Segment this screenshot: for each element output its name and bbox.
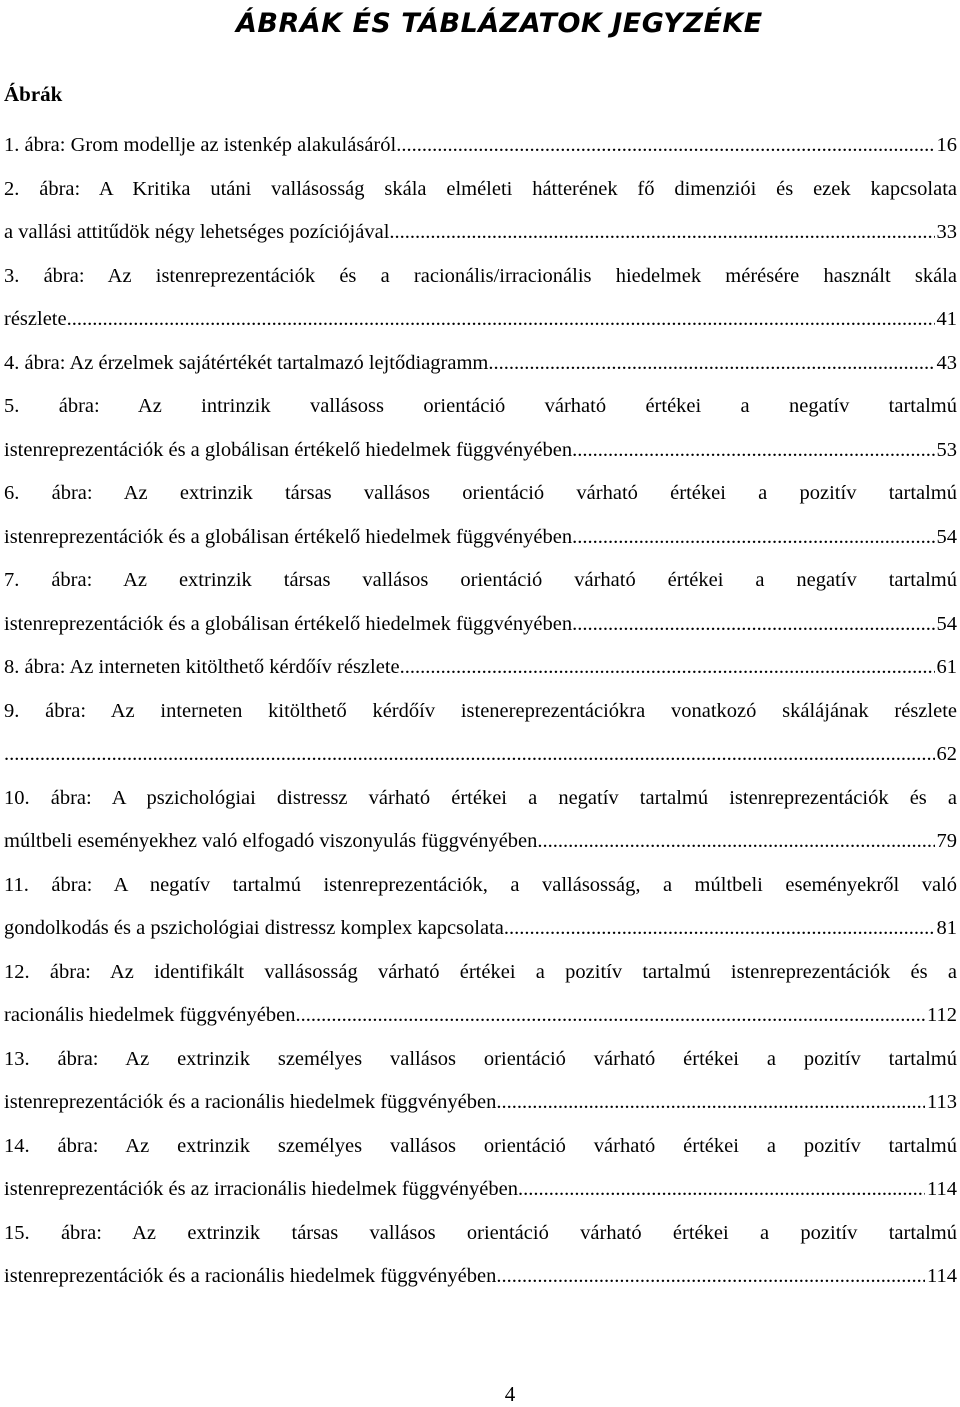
toc-entry[interactable] [4,1125,957,1212]
entry-text: 5. ábra: Az intrinzik vallásoss orientáció várható értékei a negatív tartalmú [4,395,957,417]
entry-text: 13. ábra: Az extrinzik személyes vallásos orientáció várható értékei a pozitív tartalmú [4,1047,957,1070]
entry-text: gondolkodás és a pszichológiai distressz komplex kapcsolata [4,917,504,939]
toc-entry[interactable] [4,385,957,472]
entry-text: 14. ábra: Az extrinzik személyes vallásos orientáció várható értékei a pozitív tartalmú [4,1134,957,1157]
dot-leader [496,1255,925,1299]
entry-page-number: 33 [936,221,957,243]
entry-text: 4. ábra: Az érzelmek sajátértékét tartalmazó lejtődiagramm [4,351,489,374]
entry-text: 6. ábra: Az extrinzik társas vallásos orientáció várható értékei a pozitív tartalmú [4,482,957,504]
entry-page-number: 61 [936,656,957,678]
entry-page-number: 79 [936,830,957,852]
toc-entry[interactable] [4,255,957,342]
entry-text: istenreprezentációk és a racionális hiedelmek függvényében [4,1265,497,1287]
dot-leader [488,342,934,386]
entry-text: 15. ábra: Az extrinzik társas vallásos orientáció várható értékei a pozitív tartalmú [4,1221,957,1244]
dot-leader [395,211,935,255]
page-number: 4 [504,1382,516,1406]
dot-leader [572,516,934,560]
dot-leader [572,603,934,647]
entry-text: a vallási attitűdök négy lehetséges pozíciójával. [4,221,395,243]
entry-page-number: 62 [936,743,957,765]
toc-entry[interactable] [4,342,957,386]
dot-leader [4,733,935,777]
entry-page-number: 54 [936,525,957,548]
entry-text: istenreprezentációk és a globálisan értékelő hiedelmek függvényében [4,612,573,635]
entry-text: részlete. [4,308,72,330]
dot-leader [72,298,935,342]
entry-text: 2. ábra: A Kritika utáni vallásosság skála elméleti hátterének fő dimenziói és ezek kapcsolata [4,177,957,200]
entry-text: racionális hiedelmek függvényében [4,1004,296,1026]
entry-page-number: 54 [936,612,957,635]
toc-entry[interactable] [4,124,957,168]
entry-text: 9. ábra: Az interneten kitölthető kérdőív istenereprezentációkra vonatkozó skálájának részlete [4,699,957,722]
entry-page-number: 43 [936,351,957,374]
entry-page-number: 53 [936,438,957,461]
toc-entry[interactable] [4,951,957,1038]
entry-page-number: 114 [927,1265,957,1287]
entry-text: 8. ábra: Az interneten kitölthető kérdőív részlete [4,656,400,678]
toc-entry[interactable] [4,559,957,646]
entry-page-number: 41 [936,308,957,330]
entry-text: 12. ábra: Az identifikált vallásosság várható értékei a pozitív tartalmú istenreprezentációk és a [4,960,957,983]
entry-text: istenreprezentációk és a racionális hiedelmek függvényében [4,1091,497,1113]
entry-text: 11. ábra: A negatív tartalmú istenreprezentációk, a vallásosság, a múltbeli eseményekről való [4,873,957,896]
entry-text: istenreprezentációk és a globálisan értékelő hiedelmek függvényében. [4,438,578,461]
entry-text: 7. ábra: Az extrinzik társas vallásos orientáció várható értékei a negatív tartalmú [4,569,957,591]
toc-entry[interactable] [4,864,957,951]
section-heading: Ábrák [4,82,63,106]
dot-leader [496,1081,925,1125]
toc-entry[interactable] [4,646,957,690]
entry-text: istenreprezentációk és a globálisan értékelő hiedelmek függvényében [4,525,573,548]
entry-page-number: 113 [927,1091,957,1113]
entry-text: 3. ábra: Az istenreprezentációk és a racionális/irracionális hiedelmek mérésére használt skála [4,264,957,287]
toc-entry[interactable] [4,777,957,864]
toc-entry[interactable] [4,1038,957,1125]
dot-leader [537,820,934,864]
entry-text: múltbeli eseményekhez való elfogadó viszonyulás függvényében [4,830,538,852]
entry-page-number: 114 [927,1178,957,1200]
dot-leader [295,994,925,1038]
toc-entry[interactable] [4,472,957,559]
dot-leader [577,429,934,473]
entry-page-number: 81 [936,917,957,939]
toc-entry[interactable] [4,690,957,777]
dot-leader [401,124,934,168]
entry-page-number: 16 [936,134,957,156]
page-title: ÁBRÁK ÉS TÁBLÁZATOK JEGYZÉKE [236,8,763,39]
entry-text: istenreprezentációk és az irracionális hiedelmek függvényében [4,1178,518,1200]
dot-leader [504,907,935,951]
dot-leader [400,646,935,690]
entry-page-number: 112 [927,1004,957,1026]
figure-list [4,124,957,1299]
toc-entry[interactable] [4,168,957,255]
dot-leader [518,1168,925,1212]
toc-entry[interactable] [4,1212,957,1299]
entry-text: 1. ábra: Grom modellje az istenkép alakulásáról. [4,134,402,156]
entry-text: 10. ábra: A pszichológiai distressz várható értékei a negatív tartalmú istenreprezentációk és a [4,786,957,809]
